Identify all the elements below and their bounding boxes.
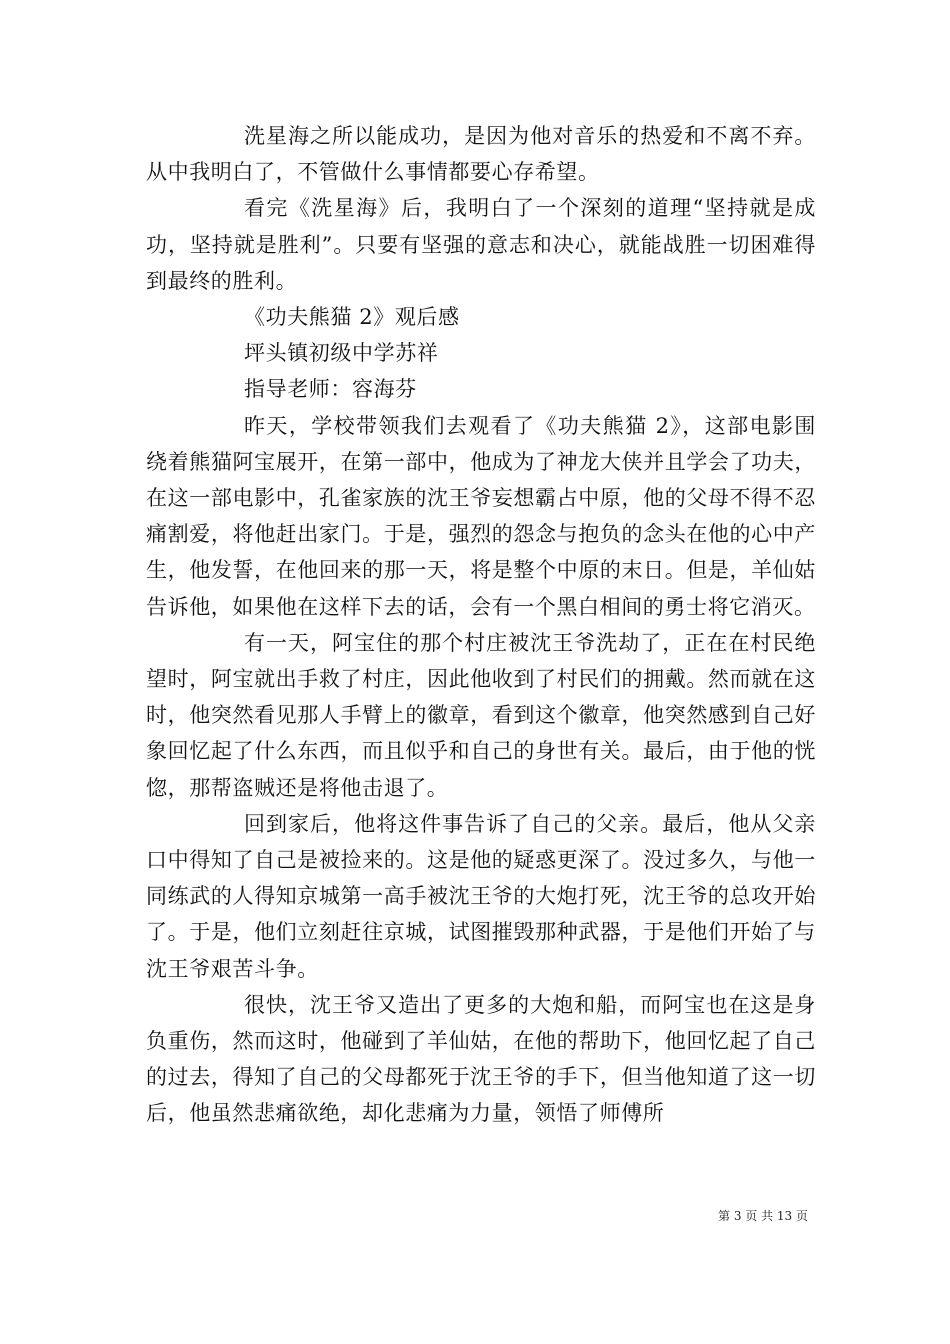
paragraph-2: 看完《洗星海》后，我明白了一个深刻的道理“坚持就是成功，坚持就是胜利”。只要有坚强的意志和决心，就能战胜一切困难得到最终的胜利。 bbox=[146, 196, 816, 293]
advisor-line: 指导老师：容海芬 bbox=[244, 377, 417, 402]
paragraph-6: 很快，沈王爷又造出了更多的大炮和船，而阿宝也在这是身负重伤，然而这时，他碰到了羊仙姑，在他的帮助下，他回忆起了自己的过去，得知了自己的父母都死于沈王爷的手下，但当他知道了这一切后，他虽然悲痛欲绝，却化悲痛为力量，领悟了师傅所 bbox=[146, 992, 816, 1126]
paragraph-3: 昨天，学校带领我们去观看了《功夫熊猫 2》，这部电影围绕着熊猫阿宝展开，在第一部中，他成为了神龙大侠并且学会了功夫，在这一部电影中，孔雀家族的沈王爷妄想霸占中原，他的父母不得不忍痛割爱，将他赶出家门。于是，强烈的怨念与抱负的念头在他的心中产生，他发誓，在他回来的那一天，将是整个中原的末日。但是，羊仙姑告诉他，如果他在这样下去的话，会有一个黑白相间的勇士将它消灭。 bbox=[146, 413, 816, 619]
paragraph-5: 回到家后，他将这件事告诉了自己的父亲。最后，他从父亲口中得知了自己是被捡来的。这是他的疑惑更深了。没过多久，与他一同练武的人得知京城第一高手被沈王爷的大炮打死，沈王爷的总攻开始了。于是，他们立刻赶往京城，试图摧毁那种武器，于是他们开始了与沈王爷艰苦斗争。 bbox=[146, 811, 816, 981]
page-number-footer: 第 3 页 共 13 页 bbox=[718, 1209, 808, 1223]
article-title: 《功夫熊猫 2》观后感 bbox=[244, 305, 460, 330]
body-text bbox=[146, 118, 816, 1132]
author-line: 坪头镇初级中学苏祥 bbox=[244, 341, 439, 366]
paragraph-4: 有一天，阿宝住的那个村庄被沈王爷洗劫了，正在在村民绝望时，阿宝就出手救了村庄，因此他收到了村民们的拥戴。然而就在这时，他突然看见那人手臂上的徽章，看到这个徽章，他突然感到自己好象回忆起了什么东西，而且似乎和自己的身世有关。最后，由于他的恍惚，那帮盗贼还是将他击退了。 bbox=[146, 630, 816, 800]
paragraph-1: 洗星海之所以能成功，是因为他对音乐的热爱和不离不弃。从中我明白了，不管做什么事情都要心存希望。 bbox=[146, 124, 816, 185]
